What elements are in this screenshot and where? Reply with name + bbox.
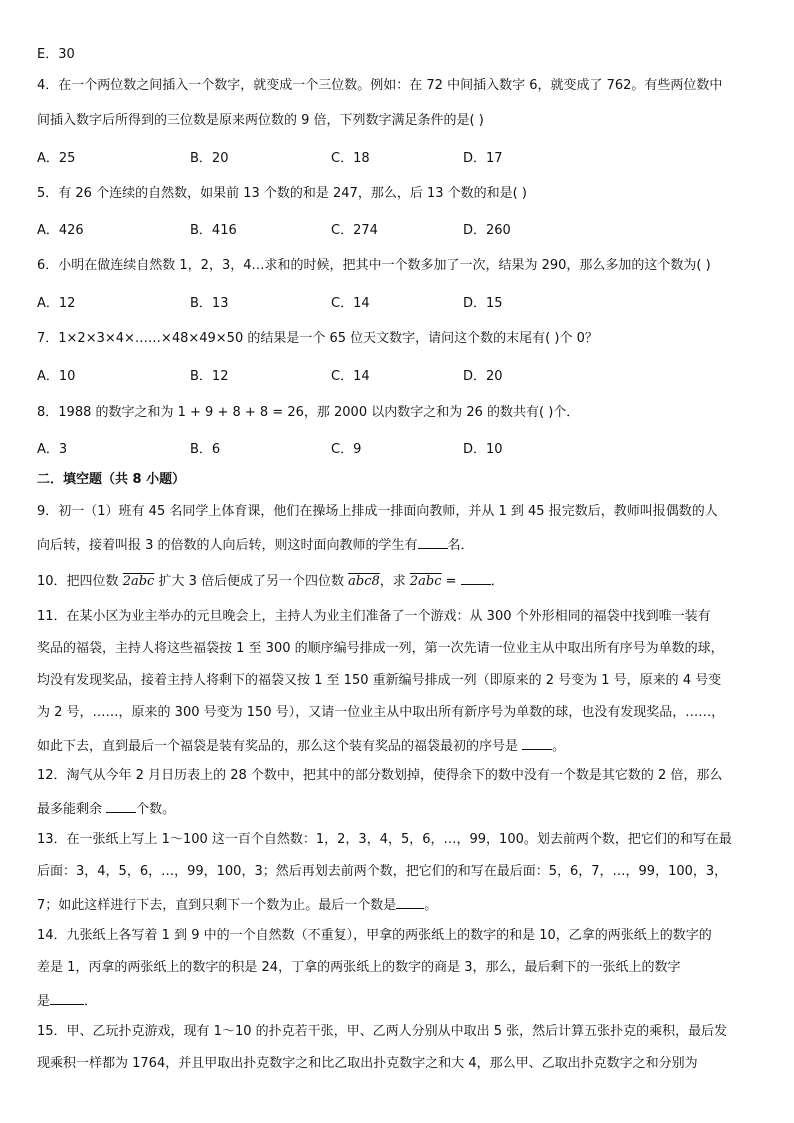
question-13-line-1: 13．在一张纸上写上 1～100 这一百个自然数：1，2，3，4，5，6，…，99，100。划去前两个数，把它们的和写在最	[37, 832, 732, 847]
question-8-line-1: 8．1988 的数字之和为 1 + 9 + 8 + 8 = 26，那 2000 以内数字之和为 26 的数共有( )个．	[37, 405, 580, 420]
text: 最多能剩余	[37, 802, 107, 817]
question-6-line-1: 6．小明在做连续自然数 1，2，3，4…求和的时候，把其中一个数多加了一次，结果为 290，那么多加的这个数为( )	[37, 258, 711, 273]
text: 7；如此这样进行下去，直到只剩下一个数为止。最后一个数是	[37, 898, 397, 913]
option-b: B．416	[190, 223, 237, 238]
option-d: D．260	[463, 223, 511, 238]
option-c: C．14	[331, 296, 370, 311]
text: ．	[490, 574, 504, 589]
text: 。	[424, 898, 438, 913]
text: 是	[37, 994, 51, 1009]
question-12-line-2	[37, 799, 175, 819]
option-a: A．3	[37, 442, 68, 457]
section-heading: 二．填空题（共 8 小题）	[37, 472, 186, 487]
option-a: A．12	[37, 296, 76, 311]
text: ．	[84, 994, 98, 1009]
question-14-line-2: 差是 1，丙拿的两张纸上的数字的积是 24，丁拿的两张纸上的数字的商是 3，那么，最后剩下的一张纸上的数字	[37, 960, 681, 975]
text: 个数。	[136, 802, 176, 817]
text: ，求	[379, 574, 410, 589]
overlined-number: 2abc	[409, 574, 442, 589]
option-a: A．25	[37, 151, 76, 166]
text: 名．	[447, 538, 474, 553]
option-a: A．10	[37, 369, 76, 384]
question-11-line-4: 为 2 号，……，原来的 300 号变为 150 号），又请一位业主从中取出所有新序号为单数的球，也没有发现奖品，……，	[37, 705, 725, 720]
question-13-line-2: 后面：3，4，5，6，…，99，100，3；然后再划去前两个数，把它们的和写在最后面：5，6，7，…，99，100，3，	[37, 864, 728, 879]
answer-blank	[106, 799, 136, 813]
option-c: C．18	[331, 151, 370, 166]
option-b: B．6	[190, 442, 221, 457]
question-7-line-1: 7．1×2×3×4×……×48×49×50 的结果是一个 65 位天文数字，请问这个数的末尾有( )个 0？	[37, 331, 598, 346]
question-14-line-3	[37, 991, 97, 1011]
question-11-line-3: 均没有发现奖品，接着主持人将剩下的福袋又按 1 至 150 重新编号排成一列（即原来的 2 号变为 1 号，原来的 4 号变	[37, 673, 722, 688]
question-13-line-3	[37, 895, 437, 915]
question-14-line-1: 14．九张纸上各写着 1 到 9 中的一个自然数（不重复），甲拿的两张纸上的数字的和是 10，乙拿的两张纸上的数字的	[37, 928, 712, 943]
question-9-line-1: 9．初一（1）班有 45 名同学上体育课，他们在操场上排成一排面向教师，并从 1 到 45 报完数后，教师叫报偶数的人	[37, 504, 718, 519]
question-15-line-2: 现乘积一样都为 1764，并且甲取出扑克数字之和比乙取出扑克数字之和大 4，那么甲、乙取出扑克数字之和分别为	[37, 1056, 698, 1071]
question-10-line-1	[37, 571, 504, 591]
option-b: B．12	[190, 369, 229, 384]
question-15-line-1: 15．甲、乙玩扑克游戏，现有 1～10 的扑克若干张，甲、乙两人分别从中取出 5 张，然后计算五张扑克的乘积，最后发	[37, 1024, 728, 1039]
question-4-line-2: 间插入数字后所得到的三位数是原来两位数的 9 倍，下列数字满足条件的是( )	[37, 113, 484, 128]
option-e-prev: E．30	[37, 47, 75, 62]
answer-blank	[461, 571, 491, 585]
text: =	[441, 574, 461, 589]
question-12-line-1: 12．淘气从今年 2 月日历表上的 28 个数中，把其中的部分数划掉，使得余下的数中没有一个数是其它数的 2 倍，那么	[37, 768, 723, 783]
overlined-number: abc8	[348, 574, 380, 589]
answer-blank	[418, 535, 448, 549]
answer-blank	[522, 736, 552, 750]
question-11-line-1: 11．在某小区为业主举办的元旦晚会上，主持人为业主们准备了一个游戏：从 300 个外形相同的福袋中找到唯一装有	[37, 609, 711, 624]
option-d: D．15	[463, 296, 503, 311]
question-11-line-2: 奖品的福袋，主持人将这些福袋按 1 至 300 的顺序编号排成一列，第一次先请一位业主从中取出所有序号为单数的球，	[37, 641, 724, 656]
overlined-number: 2abc	[122, 574, 155, 589]
option-d: D．10	[463, 442, 503, 457]
answer-blank	[50, 991, 84, 1005]
option-a: A．426	[37, 223, 84, 238]
option-c: C．274	[331, 223, 378, 238]
option-b: B．20	[190, 151, 229, 166]
option-d: D．17	[463, 151, 503, 166]
option-b: B．13	[190, 296, 229, 311]
question-11-line-5	[37, 736, 565, 756]
option-c: C．14	[331, 369, 370, 384]
text: 如此下去，直到最后一个福袋是装有奖品的，那么这个装有奖品的福袋最初的序号是	[37, 739, 523, 754]
answer-blank	[396, 895, 424, 909]
option-c: C．9	[331, 442, 362, 457]
question-9-line-2	[37, 535, 474, 555]
question-4-line-1: 4．在一个两位数之间插入一个数字，就变成一个三位数。例如：在 72 中间插入数字 6，就变成了 762。有些两位数中	[37, 78, 723, 93]
text: 10．把四位数	[37, 574, 123, 589]
option-d: D．20	[463, 369, 503, 384]
text: 扩大 3 倍后便成了另一个四位数	[154, 574, 349, 589]
text: 。	[552, 739, 566, 754]
question-5-line-1: 5．有 26 个连续的自然数，如果前 13 个数的和是 247，那么，后 13 个数的和是( )	[37, 186, 527, 201]
text: 向后转，接着叫报 3 的倍数的人向后转，则这时面向教师的学生有	[37, 538, 418, 553]
